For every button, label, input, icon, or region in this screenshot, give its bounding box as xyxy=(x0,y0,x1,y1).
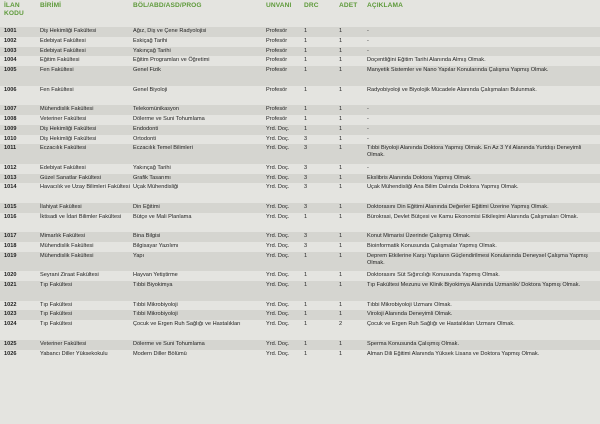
row-dept: Yapı xyxy=(133,252,145,259)
table-row xyxy=(0,27,600,37)
row-unit: Tıp Fakültesi xyxy=(40,301,73,308)
row-drc: 1 xyxy=(304,67,308,74)
row-title: Yrd. Doç. xyxy=(266,213,290,220)
header-dept: BÖL/ABD/ASD/PROG xyxy=(133,2,202,9)
row-title: Yrd. Doç. xyxy=(266,184,290,191)
row-unit: Tıp Fakültesi xyxy=(40,321,73,328)
row-unit: Edebiyat Fakültesi xyxy=(40,164,86,171)
table-row xyxy=(0,135,600,145)
row-title: Yrd. Doç. xyxy=(266,340,290,347)
row-adet: 1 xyxy=(339,106,343,113)
row-dept: Ağız, Diş ve Çene Radyolojisi xyxy=(133,28,207,34)
row-drc: 1 xyxy=(304,350,308,357)
row-adet: 2 xyxy=(339,321,343,328)
row-drc: 3 xyxy=(304,145,308,152)
row-exp: - xyxy=(367,37,369,44)
table-row xyxy=(0,232,600,242)
row-drc: 3 xyxy=(304,164,308,171)
row-code: 1012 xyxy=(4,164,17,171)
row-code: 1013 xyxy=(4,174,17,181)
row-unit: İlahiyat Fakültesi xyxy=(40,203,82,210)
row-unit: Diş Hekimliği Fakültesi xyxy=(40,125,97,132)
table-row xyxy=(0,310,600,320)
row-code: 1003 xyxy=(4,47,17,54)
header-code-line2: KODU xyxy=(4,9,24,17)
row-adet: 1 xyxy=(339,213,343,220)
row-dept: Bina Bilgisi xyxy=(133,233,161,240)
row-title: Yrd. Doç. xyxy=(266,301,290,308)
row-adet: 1 xyxy=(339,203,343,210)
row-dept: Tıbbi Biyokimya xyxy=(133,282,173,289)
row-title: Yrd. Doç. xyxy=(266,233,290,240)
row-drc: 1 xyxy=(304,28,308,34)
row-title: Yrd. Doç. xyxy=(266,145,290,152)
row-dept: Yakınçağ Tarihi xyxy=(133,164,171,171)
row-title: Yrd. Doç. xyxy=(266,243,290,250)
row-dept: Eskiçağ Tarihi xyxy=(133,37,168,44)
row-drc: 1 xyxy=(304,311,308,318)
table-row xyxy=(0,350,600,370)
row-dept: Tıbbi Mikrobiyoloji xyxy=(133,311,178,318)
row-adet: 1 xyxy=(339,115,343,122)
row-code: 1006 xyxy=(4,86,17,93)
row-dept: Dölerme ve Suni Tohumlama xyxy=(133,340,205,347)
row-title: Profesör xyxy=(266,28,288,34)
table-row xyxy=(0,164,600,174)
row-code: 1015 xyxy=(4,203,17,210)
row-title: Yrd. Doç. xyxy=(266,321,290,328)
row-exp: Uçak Mühendisliği Ana Bilim Dalında Doktora Yapmış Olmak. xyxy=(367,184,519,191)
row-drc: 1 xyxy=(304,125,308,132)
row-dept: Genel Fizik xyxy=(133,67,161,74)
row-exp: - xyxy=(367,164,369,171)
header-title: UNVANI xyxy=(266,2,292,9)
table-row xyxy=(0,144,600,164)
table-row xyxy=(0,242,600,252)
row-adet: 1 xyxy=(339,47,343,54)
row-exp: - xyxy=(367,135,369,142)
row-unit: Yabancı Diller Yüksekokulu xyxy=(40,350,108,357)
row-exp: - xyxy=(367,106,369,113)
table-row xyxy=(0,301,600,311)
row-drc: 1 xyxy=(304,86,308,93)
row-exp: Tıbbi Biyoloji Alanında Doktora Yapmış Olmak. En Az 3 Yıl Alanında Yurtdışı Deneyimli Olmak. xyxy=(367,145,582,159)
table-row xyxy=(0,66,600,86)
table-row xyxy=(0,203,600,213)
row-unit: Edebiyat Fakültesi xyxy=(40,37,86,44)
row-exp: Doktorasını Din Eğitimi Alanında Değerler Eğitimi Üzerine Yapmış Olmak. xyxy=(367,203,549,210)
row-exp: Ekslibris Alanında Doktora Yapmış Olmak. xyxy=(367,174,472,181)
row-code: 1009 xyxy=(4,125,17,132)
row-unit: Mühendislik Fakültesi xyxy=(40,106,94,113)
row-title: Profesör xyxy=(266,67,288,74)
table-row xyxy=(0,56,600,66)
table-row xyxy=(0,105,600,115)
row-drc: 1 xyxy=(304,252,308,259)
row-code: 1011 xyxy=(4,145,17,152)
row-dept: Ortodonti xyxy=(133,135,157,142)
row-title: Profesör xyxy=(266,106,288,113)
row-dept: Endodonti xyxy=(133,125,159,132)
row-exp: - xyxy=(367,47,369,54)
row-title: Yrd. Doç. xyxy=(266,282,290,289)
row-adet: 1 xyxy=(339,350,343,357)
row-code: 1002 xyxy=(4,37,17,44)
table-row xyxy=(0,37,600,47)
row-code: 1025 xyxy=(4,340,17,347)
row-title: Profesör xyxy=(266,57,288,64)
positions-table xyxy=(0,27,600,369)
row-adet: 1 xyxy=(339,174,343,181)
row-code: 1022 xyxy=(4,301,17,308)
row-adet: 1 xyxy=(339,125,343,132)
row-adet: 1 xyxy=(339,67,343,74)
row-adet: 1 xyxy=(339,145,343,152)
row-title: Yrd. Doç. xyxy=(266,350,290,357)
row-adet: 1 xyxy=(339,28,343,34)
row-adet: 1 xyxy=(339,252,343,259)
row-exp: Radyobiyoloji ve Biyolojik Mücadele Alanında Çalışmaları Bulunmak. xyxy=(367,86,537,93)
row-exp: Bürokrasi, Devlet Bütçesi ve Kamu Ekonomisi Etkileşimi Alanında Çalışmaları Olmak. xyxy=(367,213,579,220)
row-drc: 1 xyxy=(304,115,308,122)
row-drc: 1 xyxy=(304,213,308,220)
row-drc: 1 xyxy=(304,272,308,279)
row-title: Profesör xyxy=(266,86,288,93)
row-exp: Konut Mimarisi Üzerinde Çalışmış Olmak. xyxy=(367,233,471,240)
row-dept: Uçak Mühendisliği xyxy=(133,184,179,191)
row-dept: Genel Biyoloji xyxy=(133,86,168,93)
row-unit: Veteriner Fakültesi xyxy=(40,115,87,122)
header-code xyxy=(4,2,24,17)
header-adet: ADET xyxy=(339,2,358,9)
row-exp: - xyxy=(367,125,369,132)
table-header xyxy=(0,0,600,27)
row-exp: Alman Dili Eğitimi Alanında Yüksek Lisans ve Doktora Yapmış Olmak. xyxy=(367,350,540,357)
row-unit: Diş Hekimliği Fakültesi xyxy=(40,135,97,142)
row-code: 1026 xyxy=(4,350,17,357)
row-unit: Edebiyat Fakültesi xyxy=(40,47,86,54)
row-title: Profesör xyxy=(266,115,288,122)
row-unit: Seyrani Ziraat Fakültesi xyxy=(40,272,99,279)
header-code-line1: İLAN xyxy=(4,2,20,9)
row-adet: 1 xyxy=(339,184,343,191)
table-row xyxy=(0,86,600,106)
row-exp: Sperma Konusunda Çalışmış Olmak. xyxy=(367,340,460,347)
header-unit: BİRİMİ xyxy=(40,2,62,9)
row-code: 1020 xyxy=(4,272,17,279)
row-code: 1005 xyxy=(4,67,17,74)
row-unit: Fen Fakültesi xyxy=(40,86,74,93)
row-exp: Bioinformatik Konusunda Çalışmalar Yapmış Olmak. xyxy=(367,243,497,250)
row-exp: - xyxy=(367,115,369,122)
row-code: 1010 xyxy=(4,135,17,142)
row-exp: - xyxy=(367,28,369,34)
row-unit: Güzel Sanatlar Fakültesi xyxy=(40,174,101,181)
row-drc: 1 xyxy=(304,47,308,54)
row-code: 1001 xyxy=(4,28,17,34)
row-code: 1007 xyxy=(4,106,17,113)
row-unit: Mimarlık Fakültesi xyxy=(40,233,86,240)
row-drc: 1 xyxy=(304,282,308,289)
row-code: 1023 xyxy=(4,311,17,318)
table-row xyxy=(0,174,600,184)
row-code: 1008 xyxy=(4,115,17,122)
row-adet: 1 xyxy=(339,243,343,250)
row-unit: Tıp Fakültesi xyxy=(40,282,73,289)
row-dept: Dölerme ve Suni Tohumlama xyxy=(133,115,205,122)
row-adet: 1 xyxy=(339,57,343,64)
row-unit: Eğitim Fakültesi xyxy=(40,57,80,64)
row-unit: Havacılık ve Uzay Bilimleri Fakültesi xyxy=(40,184,130,191)
row-code: 1019 xyxy=(4,252,17,259)
header-drc: DRC xyxy=(304,2,319,9)
header-exp: AÇIKLAMA xyxy=(367,2,403,9)
row-drc: 3 xyxy=(304,243,308,250)
row-exp: Çocuk ve Ergen Ruh Sağlığı ve Hastalıkları Uzmanı Olmak. xyxy=(367,321,515,328)
row-unit: Mühendislik Fakültesi xyxy=(40,252,94,259)
row-dept: Hayvan Yetiştirme xyxy=(133,272,178,279)
row-drc: 1 xyxy=(304,57,308,64)
row-exp: Viroloji Alanında Deneyimli Olmak. xyxy=(367,311,453,318)
row-dept: Bilgisayar Yazılımı xyxy=(133,243,179,250)
row-adet: 1 xyxy=(339,233,343,240)
row-dept: Din Eğitimi xyxy=(133,203,160,210)
row-code: 1021 xyxy=(4,282,17,289)
row-adet: 1 xyxy=(339,340,343,347)
row-exp: Manyetik Sistemler ve Nano Yapılar Konularında Çalışma Yapmış Olmak. xyxy=(367,67,549,74)
table-row xyxy=(0,213,600,233)
row-dept: Modern Diller Bölümü xyxy=(133,350,187,357)
row-code: 1017 xyxy=(4,233,17,240)
table-row xyxy=(0,47,600,57)
row-drc: 3 xyxy=(304,135,308,142)
table-row xyxy=(0,340,600,350)
row-title: Yrd. Doç. xyxy=(266,125,290,132)
row-code: 1004 xyxy=(4,57,17,64)
row-drc: 3 xyxy=(304,184,308,191)
table-row xyxy=(0,125,600,135)
row-code: 1016 xyxy=(4,213,17,220)
row-dept: Yakınçağ Tarihi xyxy=(133,47,171,54)
row-dept: Grafik Tasarımı xyxy=(133,174,171,181)
row-adet: 1 xyxy=(339,311,343,318)
row-exp: Doçentliğini Eğitim Tarihi Alanında Almış Olmak. xyxy=(367,57,486,64)
table-row xyxy=(0,281,600,301)
row-code: 1018 xyxy=(4,243,17,250)
row-unit: Veteriner Fakültesi xyxy=(40,340,87,347)
row-drc: 3 xyxy=(304,203,308,210)
row-title: Profesör xyxy=(266,37,288,44)
row-adet: 1 xyxy=(339,135,343,142)
row-title: Yrd. Doç. xyxy=(266,203,290,210)
row-title: Yrd. Doç. xyxy=(266,311,290,318)
row-exp: Tıbbi Mikrobiyoloji Uzmanı Olmak. xyxy=(367,301,452,308)
row-exp: Tıp Fakültesi Mezunu ve Klinik Biyokimya Alanında Uzmanlık/ Doktora Yapmış Olmak. xyxy=(367,282,581,289)
row-unit: Eczacılık Fakültesi xyxy=(40,145,87,152)
row-drc: 1 xyxy=(304,106,308,113)
table-row xyxy=(0,183,600,203)
row-exp: Deprem Etkilerine Karşı Yapıların Güçlendirilmesi Konularında Deneysel Çalışma Yapmış Olmak. xyxy=(367,252,588,266)
row-dept: Eczacılık Temel Bilimleri xyxy=(133,145,193,152)
row-adet: 1 xyxy=(339,272,343,279)
table-row xyxy=(0,320,600,340)
row-drc: 1 xyxy=(304,37,308,44)
table-row xyxy=(0,252,600,272)
row-title: Profesör xyxy=(266,47,288,54)
row-dept: Telekomünikasyon xyxy=(133,106,180,113)
row-title: Yrd. Doç. xyxy=(266,135,290,142)
row-adet: 1 xyxy=(339,301,343,308)
row-drc: 3 xyxy=(304,174,308,181)
row-title: Yrd. Doç. xyxy=(266,174,290,181)
row-drc: 1 xyxy=(304,301,308,308)
row-adet: 1 xyxy=(339,37,343,44)
row-unit: Diş Hekimliği Fakültesi xyxy=(40,28,97,34)
row-drc: 3 xyxy=(304,233,308,240)
table-row xyxy=(0,271,600,281)
row-code: 1014 xyxy=(4,184,17,191)
row-adet: 1 xyxy=(339,86,343,93)
row-exp: Doktorasını Süt Sığırcılığı Konusunda Yapmış Olmak. xyxy=(367,272,500,279)
row-unit: Mühendislik Fakültesi xyxy=(40,243,94,250)
row-unit: Fen Fakültesi xyxy=(40,67,74,74)
row-drc: 1 xyxy=(304,340,308,347)
row-adet: 1 xyxy=(339,164,343,171)
row-unit: İktisadi ve İdari Bilimler Fakültesi xyxy=(40,213,122,220)
row-adet: 1 xyxy=(339,282,343,289)
row-dept: Çocuk ve Ergen Ruh Sağlığı ve Hastalıkları xyxy=(133,321,241,328)
row-code: 1024 xyxy=(4,321,17,328)
row-drc: 1 xyxy=(304,321,308,328)
row-dept: Tıbbi Mikrobiyoloji xyxy=(133,301,178,308)
row-unit: Tıp Fakültesi xyxy=(40,311,73,318)
row-title: Yrd. Doç. xyxy=(266,252,290,259)
row-dept: Eğitim Programları ve Öğretimi xyxy=(133,57,210,64)
row-dept: Bütçe ve Mali Planlama xyxy=(133,213,192,220)
table-row xyxy=(0,115,600,125)
row-title: Yrd. Doç. xyxy=(266,272,290,279)
row-title: Yrd. Doç. xyxy=(266,164,290,171)
